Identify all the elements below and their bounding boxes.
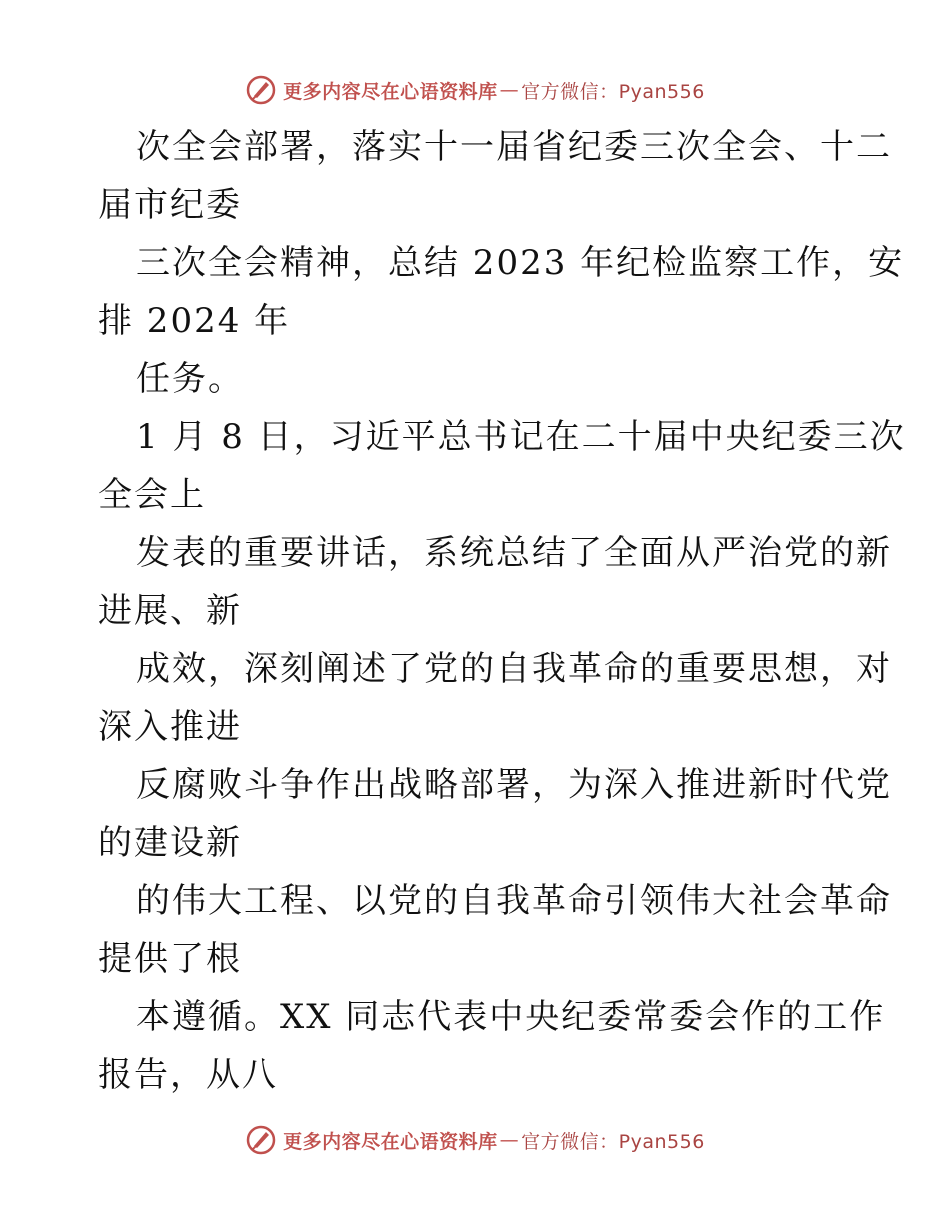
body-line: 任务。 (136, 359, 244, 399)
body-line: 进展、新 (98, 591, 242, 631)
banner-main-text: 更多内容尽在心语资料库 (283, 1130, 498, 1153)
body-line: 1 月 8 日，习近平总书记在二十届中央纪委三次 (136, 417, 906, 457)
banner-wechat-text: 官方微信：Pyan556 (521, 1130, 705, 1153)
body-line: 发表的重要讲话，系统总结了全面从严治党的新 (136, 533, 892, 573)
body-line: 全会上 (98, 475, 206, 515)
body-line: 的建设新 (98, 823, 242, 863)
body-line: 三次全会精神，总结 2023 年纪检监察工作，安 (136, 243, 905, 283)
body-line: 届市纪委 (98, 185, 242, 225)
quill-logo-icon (245, 1124, 277, 1156)
body-line: 次全会部署，落实十一届省纪委三次全会、十二 (136, 127, 892, 167)
body-line: 排 2024 年 (98, 301, 291, 341)
banner-dash: — (499, 79, 520, 101)
body-line: 提供了根 (98, 939, 242, 979)
banner-wechat-text: 官方微信：Pyan556 (521, 80, 705, 103)
header-banner (0, 70, 950, 110)
body-line: 成效，深刻阐述了党的自我革命的重要思想，对 (136, 649, 892, 689)
banner-dash: — (499, 1129, 520, 1151)
body-line: 的伟大工程、以党的自我革命引领伟大社会革命 (136, 881, 892, 921)
footer-banner (0, 1120, 950, 1160)
banner-main-text: 更多内容尽在心语资料库 (283, 80, 498, 103)
body-line: 深入推进 (98, 707, 242, 747)
body-line: 反腐败斗争作出战略部署，为深入推进新时代党 (136, 765, 892, 805)
body-line: 本遵循。XX 同志代表中央纪委常委会作的工作 (136, 997, 886, 1037)
document-body (98, 118, 906, 1104)
quill-logo-icon (245, 74, 277, 106)
body-line: 报告，从八 (98, 1055, 278, 1095)
